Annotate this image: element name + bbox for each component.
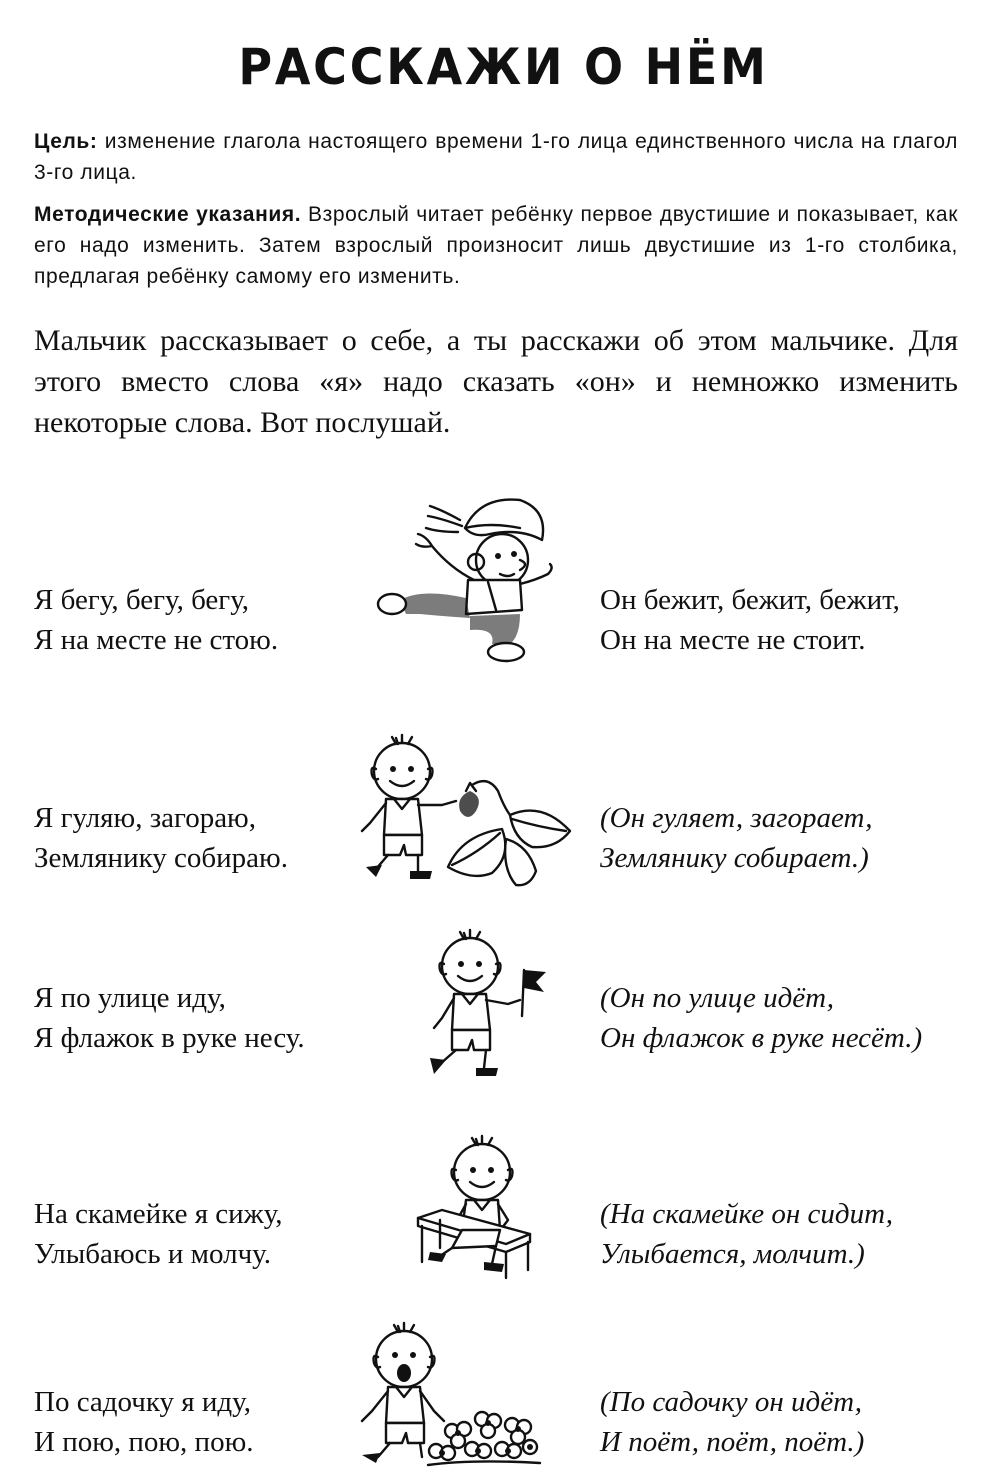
verse-5-left-line-1: По садочку я иду, <box>34 1386 252 1418</box>
boy-with-strawberry-illustration <box>352 735 577 890</box>
singing-boy-illustration <box>352 1323 542 1468</box>
verse-4-right-line-2: Улыбается, молчит.) <box>600 1238 865 1270</box>
verse-4-left-line-1: На скамейке я сижу, <box>34 1198 283 1230</box>
verse-1-left-line-1: Я бегу, бегу, бегу, <box>34 584 250 616</box>
verse-5-right-line-1: (По садочку он идёт, <box>600 1386 863 1418</box>
verse-1-right-line-1: Он бежит, бежит, бежит, <box>600 584 900 616</box>
boy-on-bench-illustration <box>412 1138 537 1283</box>
goal-label: Цель: <box>34 130 98 153</box>
verse-2-left-line-2: Землянику собираю. <box>34 842 288 874</box>
goal-text: изменение глагола настоящего времени 1-го лица единственного числа на глагол 3-го лица. <box>34 130 958 184</box>
verse-2-right-line-1: (Он гуляет, загорает, <box>600 802 873 834</box>
verse-4-right-line-1: (На скамейке он сидит, <box>600 1198 894 1230</box>
page-title: РАССКАЖИ О НЁМ <box>238 38 769 96</box>
goal-paragraph <box>34 126 958 188</box>
running-boy-illustration <box>370 488 555 663</box>
verse-3-right-line-1: (Он по улице идёт, <box>600 982 835 1014</box>
method-paragraph <box>34 199 958 292</box>
boy-with-flag-illustration <box>420 930 555 1080</box>
verse-2-right-line-2: Землянику собирает.) <box>600 842 869 874</box>
method-label: Методические указания. <box>34 203 302 226</box>
verse-2-left-line-1: Я гуляю, загораю, <box>34 802 256 834</box>
verse-5-left-line-2: И пою, пою, пою. <box>34 1426 254 1458</box>
intro-paragraph: Мальчик рассказывает о себе, а ты расскажи об этом мальчике. Для этого вместо слова «я» надо сказать «он» и немножко изменить некоторые слова. Вот послушай. <box>34 324 958 439</box>
method-text: Взрослый читает ребёнку первое двустишие и показывает, как его надо изменить. Затем взрослый произносит лишь двустишие из 1-го столбика, предлагая ребёнку самому его изменить. <box>34 203 958 288</box>
verse-5-right-line-2: И поёт, поёт, поёт.) <box>600 1426 865 1458</box>
verse-3-left-line-2: Я флажок в руке несу. <box>34 1022 305 1054</box>
verse-1-right-line-2: Он на месте не стоит. <box>600 624 866 656</box>
verse-3-left-line-1: Я по улице иду, <box>34 982 226 1014</box>
verse-3-right-line-2: Он флажок в руке несёт.) <box>600 1022 923 1054</box>
verse-1-left-line-2: Я на месте не стою. <box>34 624 279 656</box>
verse-4-left-line-2: Улыбаюсь и молчу. <box>34 1238 271 1270</box>
